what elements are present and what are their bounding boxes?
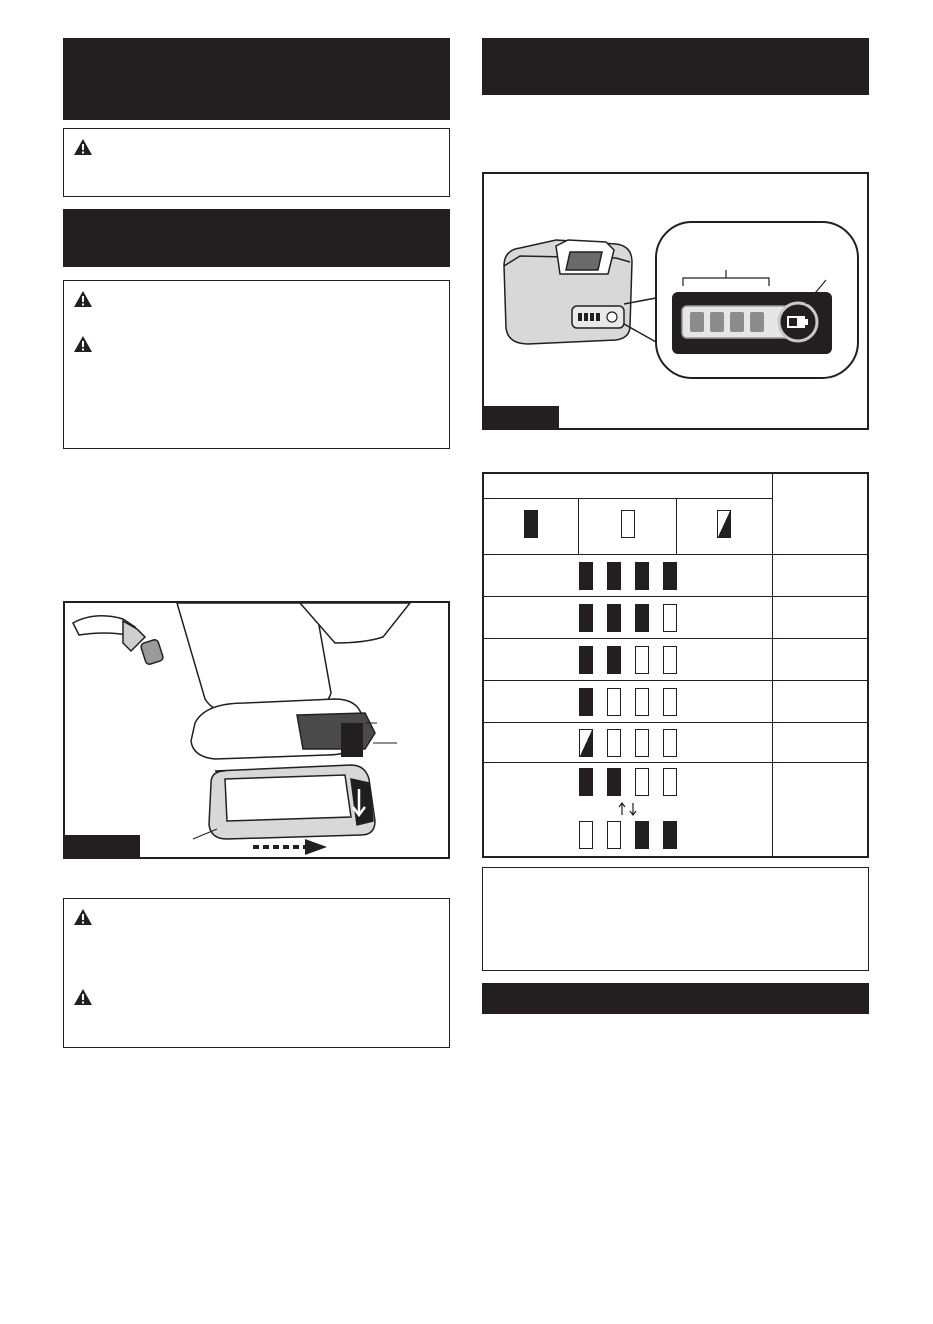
warning-triangle-icon (73, 908, 93, 926)
battery-indicator-illustration (484, 174, 867, 428)
lamp (635, 604, 649, 632)
figure-battery-indicator (482, 172, 869, 430)
legend-lamp-blinking (717, 510, 731, 538)
table-divider (484, 596, 867, 597)
warning-triangle-icon (73, 290, 93, 308)
figure-tag (484, 406, 559, 428)
lamp (663, 729, 677, 757)
lamp (663, 821, 677, 849)
lamp (607, 688, 621, 716)
lamp (579, 562, 593, 590)
legend-lamp-off (621, 510, 635, 538)
lamp (635, 646, 649, 674)
table-divider (484, 680, 867, 681)
lamp (635, 562, 649, 590)
note-box (482, 867, 869, 971)
lamp (607, 562, 621, 590)
lamp (579, 604, 593, 632)
table-divider (676, 498, 677, 554)
warning-triangle-icon (73, 138, 93, 156)
warning-triangle-icon (73, 988, 93, 1006)
section-header-right-2 (482, 983, 869, 1014)
figure-tag (65, 835, 140, 857)
table-divider (772, 474, 773, 856)
table-divider (484, 722, 867, 723)
tool-battery-illustration (65, 603, 448, 857)
lamp (635, 821, 649, 849)
caution-box-3 (63, 898, 450, 1048)
lamp (663, 604, 677, 632)
lamp (663, 768, 677, 796)
caution-box-1 (63, 128, 450, 197)
table-divider (484, 762, 867, 763)
section-header-left-1 (63, 38, 450, 120)
lamp (579, 821, 593, 849)
section-header-right-1 (482, 38, 869, 95)
lamp (663, 646, 677, 674)
lamp (607, 604, 621, 632)
lamp (607, 729, 621, 757)
lamp (579, 768, 593, 796)
table-divider (578, 498, 579, 554)
battery-indicator-table (482, 472, 869, 858)
legend-lamp-lit (524, 510, 538, 538)
alternate-arrows-icon (617, 802, 639, 816)
table-divider (484, 554, 867, 555)
section-header-left-2 (63, 209, 450, 267)
lamp (579, 729, 593, 757)
lamp (607, 646, 621, 674)
caution-box-2 (63, 280, 450, 449)
lamp (635, 688, 649, 716)
lamp (635, 729, 649, 757)
warning-triangle-icon (73, 335, 93, 353)
figure-battery-install (63, 601, 450, 859)
lamp (635, 768, 649, 796)
lamp (607, 768, 621, 796)
lamp (663, 688, 677, 716)
lamp (579, 646, 593, 674)
table-divider (484, 638, 867, 639)
lamp (579, 688, 593, 716)
lamp (607, 821, 621, 849)
table-divider (484, 498, 772, 499)
lamp (663, 562, 677, 590)
